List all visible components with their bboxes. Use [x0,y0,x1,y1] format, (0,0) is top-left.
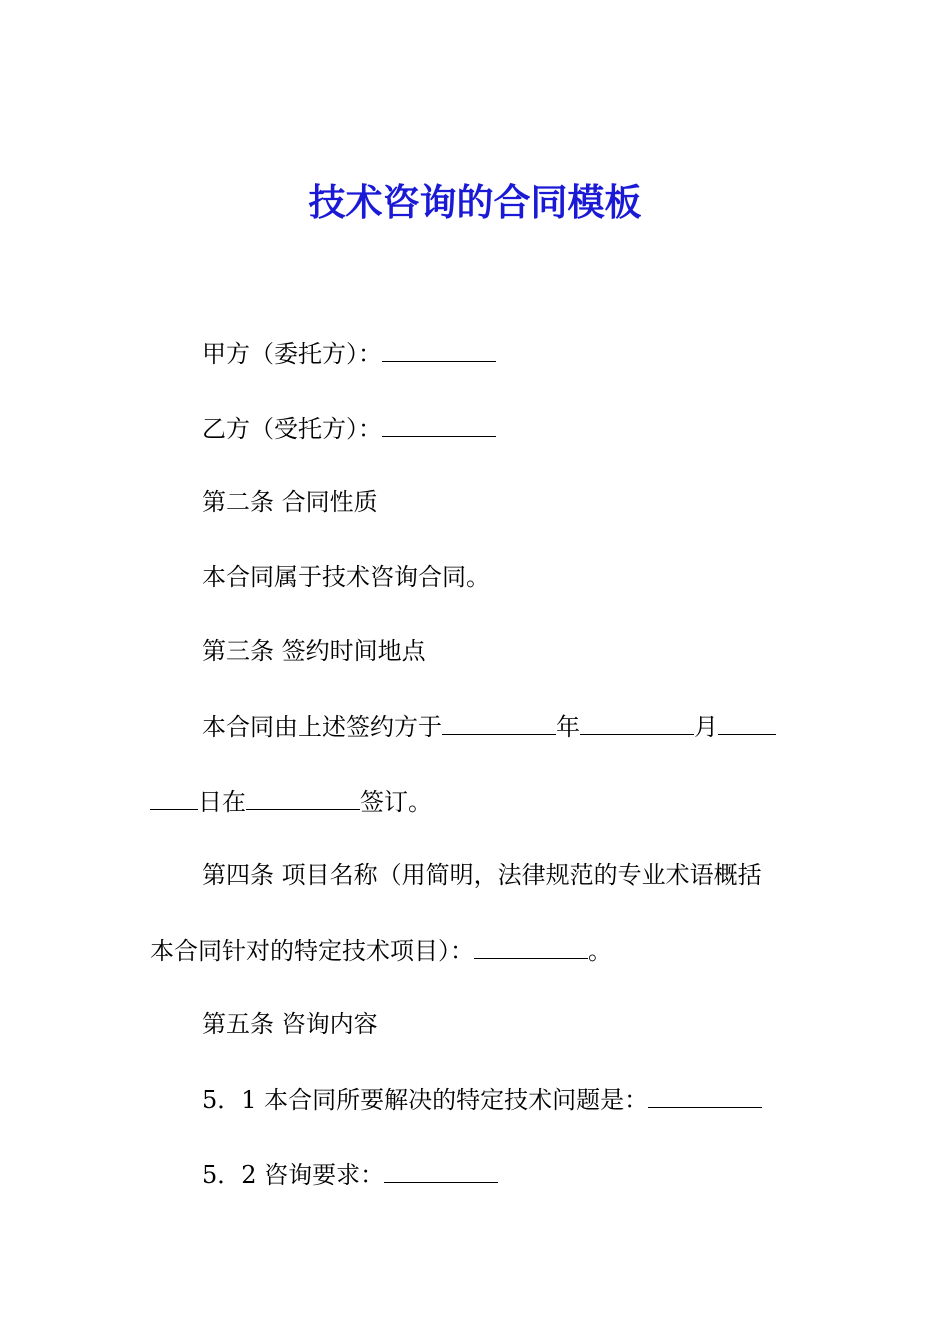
project-name-blank[interactable] [474,930,588,959]
article-2-heading: 第二条 合同性质 [202,488,378,517]
article-5-heading: 第五条 咨询内容 [202,1010,378,1039]
year-label: 年 [556,712,580,741]
item-5-2-text: 5．2 咨询要求： [202,1160,385,1189]
item-5-2-blank[interactable] [384,1154,498,1183]
party-a-line [150,333,802,408]
item-5-2-line [150,1154,802,1229]
article-4-text-line-1: 第四条 项目名称（用简明，法律规范的专业术语概括 [202,861,762,890]
article-4-text-line-2 [150,930,802,1005]
article-4-text-suffix: 本合同针对的特定技术项目）： [150,936,474,965]
party-b-label: 乙方（受托方）： [202,414,382,443]
article-4-end-mark: 。 [588,936,612,965]
item-5-1-line [150,1079,802,1154]
article-3-text-prefix: 本合同由上述签约方于 [202,712,442,741]
item-5-1-text: 5．1 本合同所要解决的特定技术问题是： [202,1085,649,1114]
article-3-text-line-1 [150,706,802,781]
day-blank-part-2[interactable] [150,781,198,810]
article-3-text-line-2 [150,781,802,856]
place-blank[interactable] [246,781,360,810]
document-body [150,333,802,1228]
month-label: 月 [694,712,718,741]
day-blank-part-1[interactable] [718,706,776,735]
party-b-line [150,408,802,483]
month-blank[interactable] [580,706,694,735]
day-in-label: 日在 [198,787,246,816]
party-a-blank[interactable] [382,333,496,362]
party-a-label: 甲方（委托方）： [202,340,382,368]
item-5-1-blank[interactable] [648,1079,762,1108]
year-blank[interactable] [442,706,556,735]
article-2-text: 本合同属于技术咨询合同。 [202,562,490,591]
article-3-heading: 第三条 签约时间地点 [202,637,426,666]
signed-label: 签订。 [360,787,432,816]
party-b-blank[interactable] [382,408,496,437]
document-title: 技术咨询的合同模板 [308,180,642,224]
